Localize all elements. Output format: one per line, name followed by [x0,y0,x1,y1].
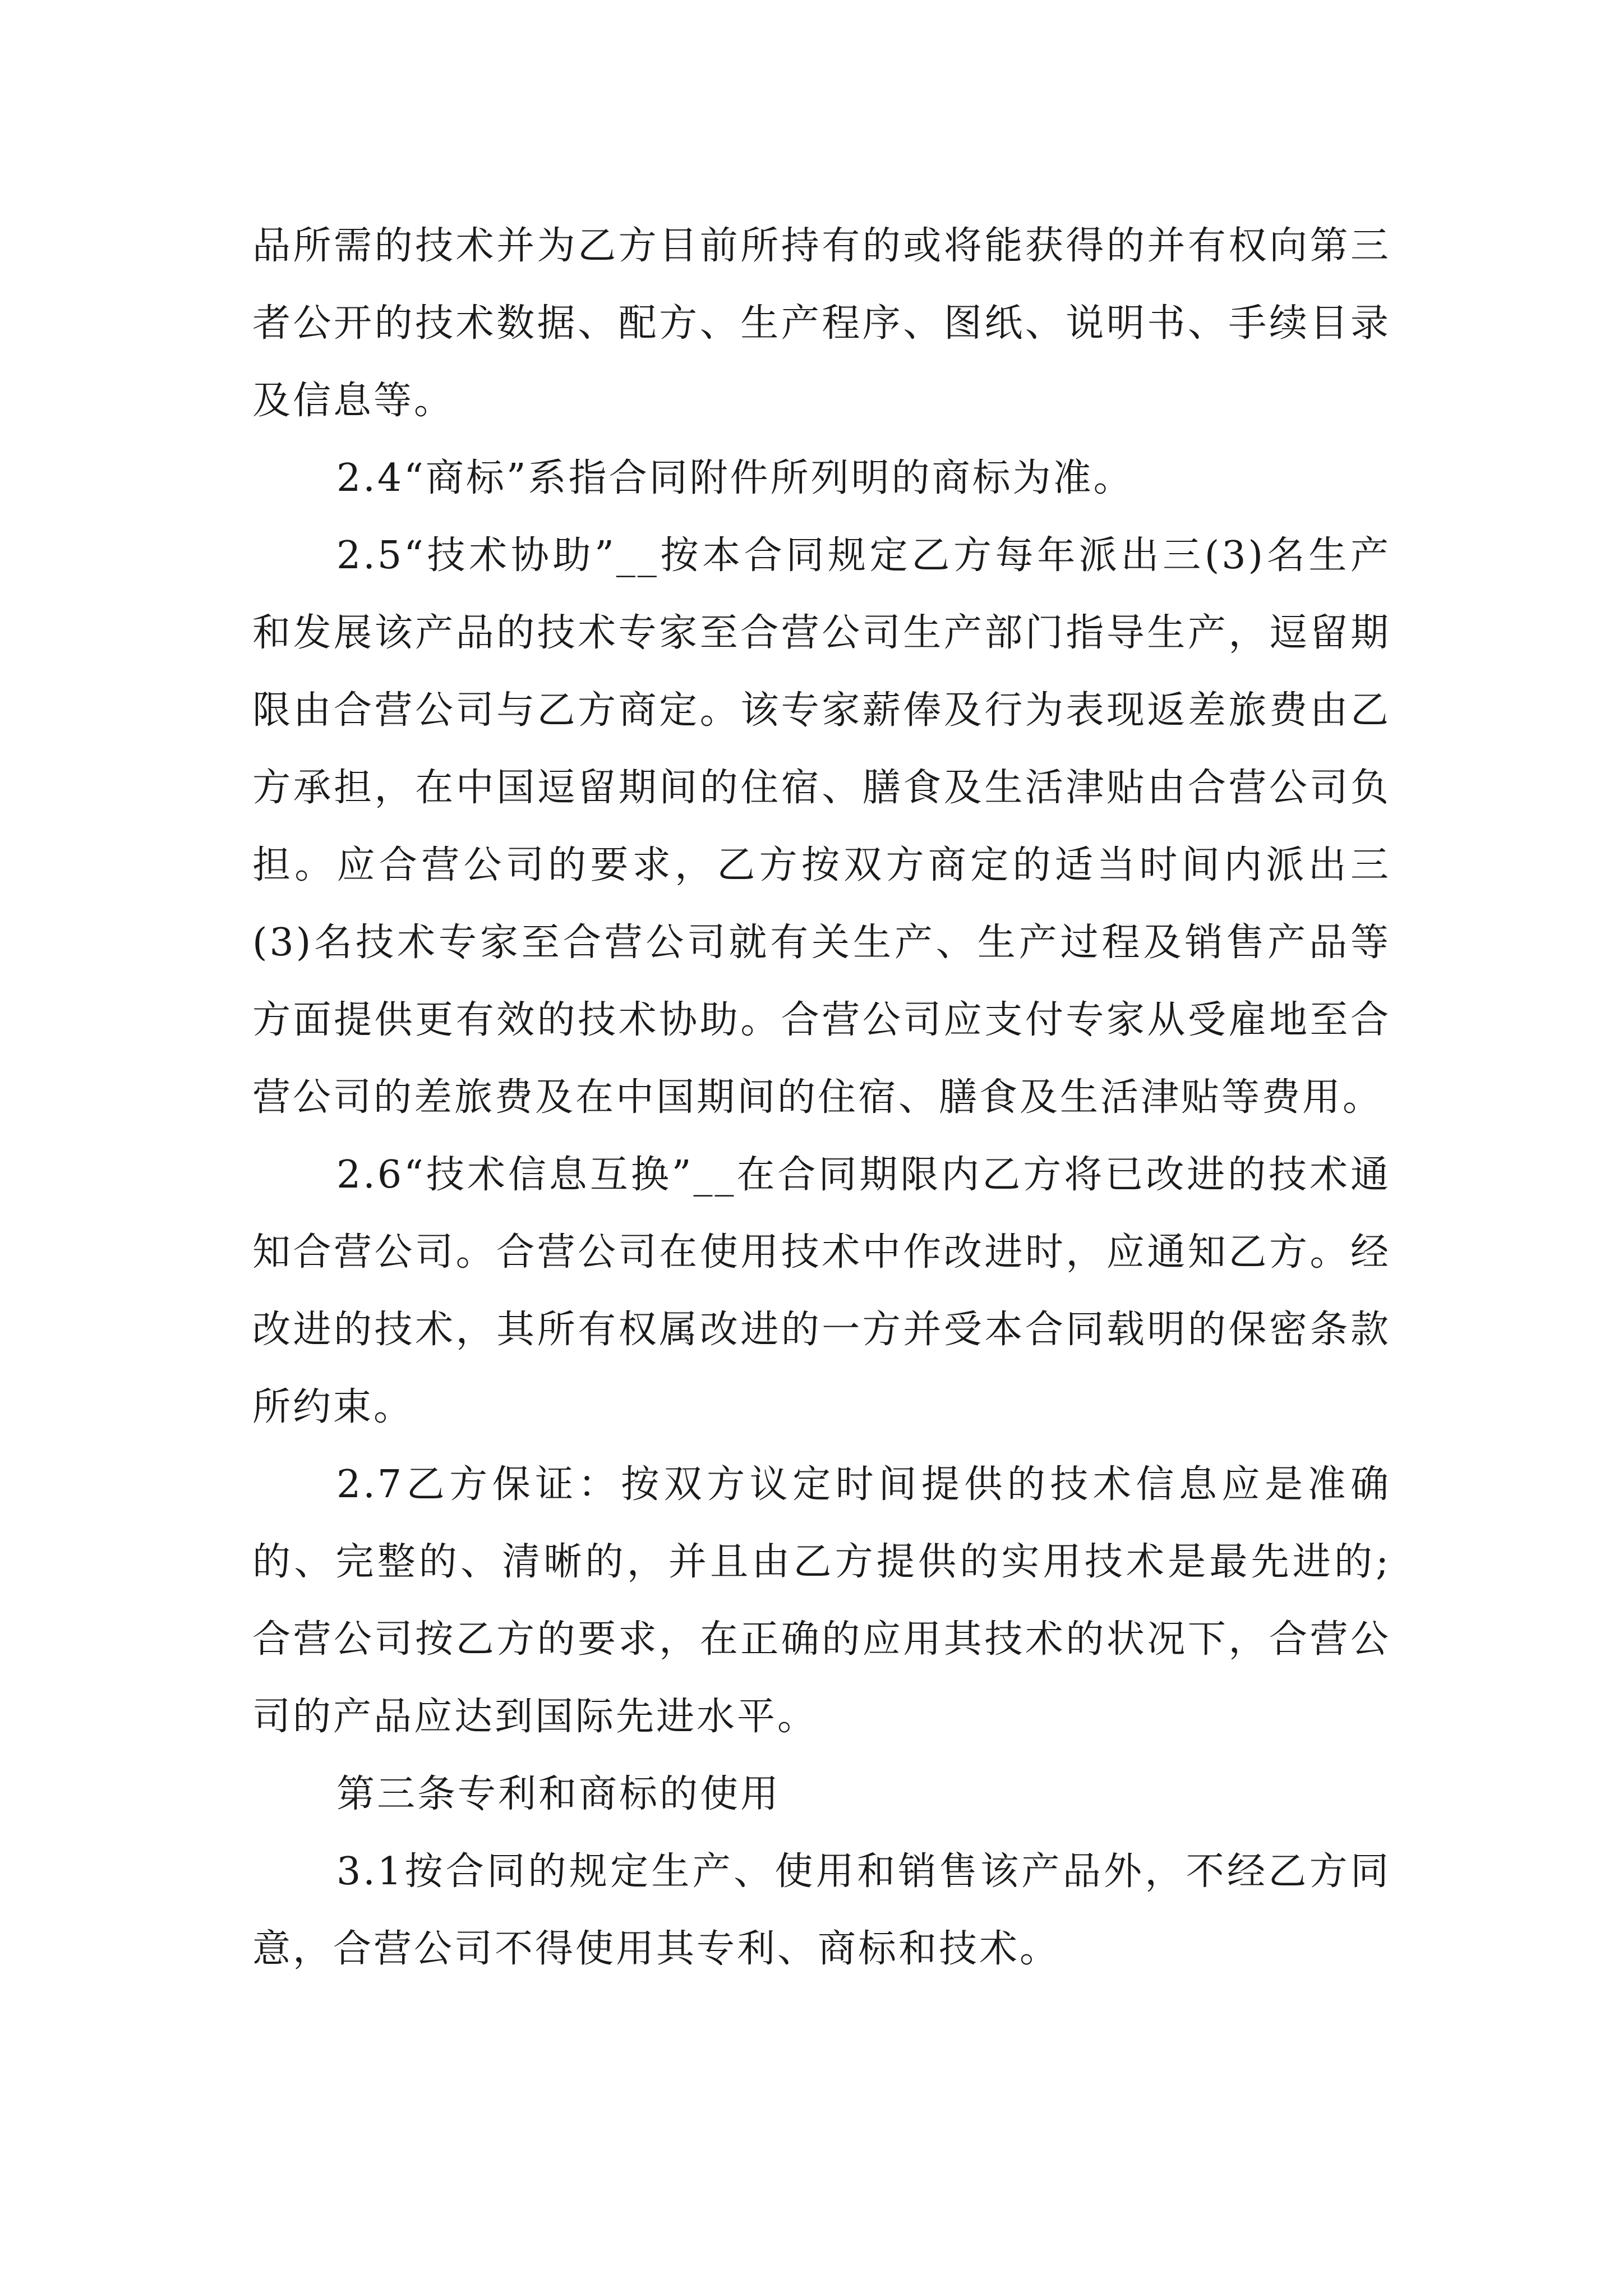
document-body [252,208,1391,1988]
paragraph-2-5-technical-assistance: 2.5“技术协助”__按本合同规定乙方每年派出三(3)名生产和发展该产品的技术专家至合营公司生产部门指导生产，逗留期限由合营公司与乙方商定。该专家薪俸及行为表现返差旅费由乙方承担，在中国逗留期间的住宿、膳食及生活津贴由合营公司负担。应合营公司的要求，乙方按双方商定的适当时间内派出三(3)名技术专家至合营公司就有关生产、生产过程及销售产品等方面提供更有效的技术协助。合营公司应支付专家从受雇地至合营公司的差旅费及在中国期间的住宿、膳食及生活津贴等费用。 [252,533,1391,1120]
paragraph-2-4-trademark: 2.4“商标”系指合同附件所列明的商标为准。 [336,456,1134,500]
paragraph-3-1-usage: 3.1按合同的规定生产、使用和销售该产品外，不经乙方同意，合营公司不得使用其专利、商标和技术。 [252,1849,1391,1971]
paragraph-technical-info-definition: 品所需的技术并为乙方目前所持有的或将能获得的并有权向第三者公开的技术数据、配方、生产程序、图纸、说明书、手续目录及信息等。 [252,224,1391,423]
paragraph-2-7-guarantee: 2.7乙方保证：按双方议定时间提供的技术信息应是准确的、完整的、清晰的，并且由乙方提供的实用技术是最先进的;合营公司按乙方的要求，在正确的应用其技术的状况下，合营公司的产品应达到国际先进水平。 [252,1462,1391,1739]
paragraph-2-6-info-exchange: 2.6“技术信息互换”__在合同期限内乙方将已改进的技术通知合营公司。合营公司在使用技术中作改进时，应通知乙方。经改进的技术，其所有权属改进的一方并受本合同载明的保密条款所约束。 [252,1153,1391,1429]
section-heading-article-3: 第三条专利和商标的使用 [336,1772,781,1816]
